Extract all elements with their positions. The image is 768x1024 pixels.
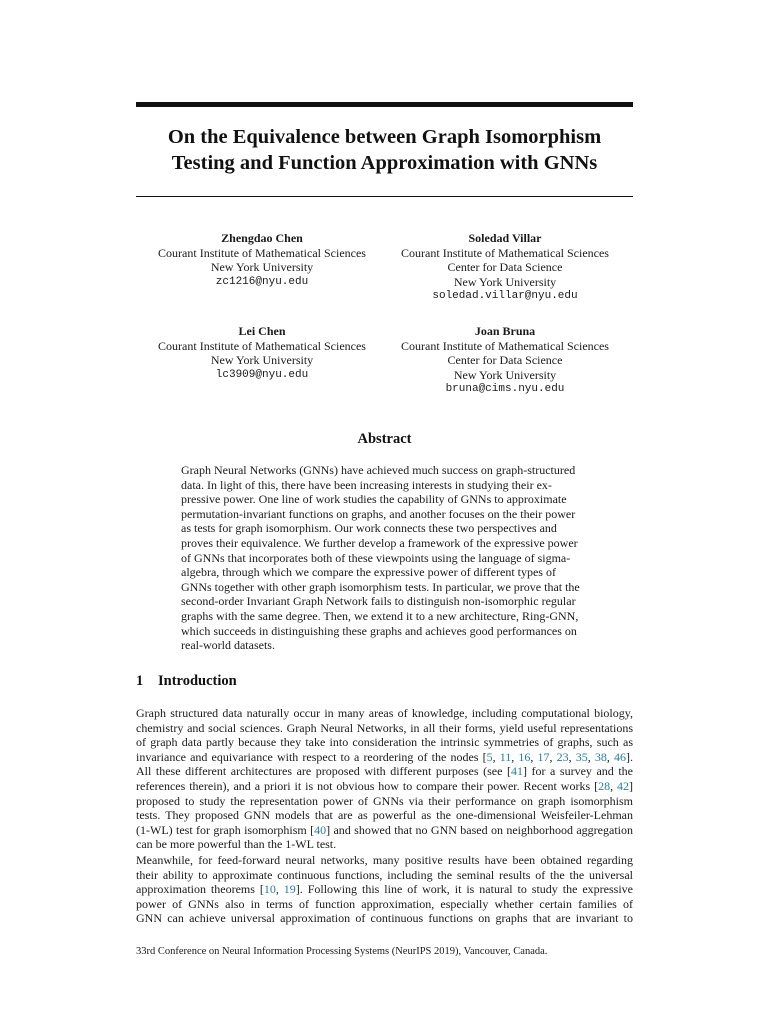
line-text: ]. Following this line of work, it is natural to study the expressive	[295, 882, 633, 897]
author-name: Joan Bruna	[474, 324, 536, 338]
citation-link[interactable]: 10	[263, 882, 276, 897]
author-affiliation: Courant Institute of Mathematical Sciences	[401, 245, 609, 260]
paragraph-line	[136, 779, 633, 794]
author-affiliation: Center for Data Science	[447, 260, 563, 275]
abstract-line: as tests for graph isomorphism. Our work connects these two perspectives and	[181, 521, 557, 536]
paragraph-line: Graph structured data naturally occur in many areas of knowledge, including computational biology,	[136, 706, 633, 720]
section-heading	[136, 673, 237, 690]
intro-paragraph-1	[136, 706, 633, 852]
paragraph-line: proposed to study the representation power of GNNs via their performance on graph isomorphism	[136, 793, 633, 808]
line-text: ]	[629, 778, 633, 793]
separator: ,	[275, 882, 284, 897]
line-text: ] for a survey and the	[522, 764, 634, 779]
section-number: 1	[136, 673, 144, 689]
author-block	[380, 324, 630, 397]
title-line: Testing and Function Approximation with GNNs	[171, 152, 598, 174]
paragraph-line: tests. They proposed GNN models that are as powerful as the one-dimensional Weisfeiler-Lehman	[136, 808, 633, 823]
abstract-line: pressive power. One line of work studies the capability of GNNs to approximate	[181, 492, 567, 507]
abstract-line: graphs with the same degree. Then, we extend it to a new architecture, Ring-GNN,	[181, 608, 579, 623]
line-text: ] and showed that no GNN based on neighborhood aggregation	[326, 822, 633, 837]
separator: ,	[511, 749, 519, 764]
paragraph-line: power of GNNs also in terms of function approximation, especially whether certain families of	[136, 896, 633, 911]
line-text: (1-WL) test for graph isomorphism [	[136, 822, 315, 837]
author-affiliation: New York University	[210, 353, 314, 368]
author-email[interactable]: bruna@cims.nyu.edu	[445, 383, 565, 396]
abstract-line: permutation-invariant functions on graphs, and another focuses on the their power	[181, 506, 576, 521]
section-title: Introduction	[158, 673, 237, 689]
title-line: On the Equivalence between Graph Isomorphism	[167, 126, 602, 148]
abstract-heading: Abstract	[357, 431, 412, 447]
abstract-line: of GNNs that incorporates both of these viewpoints using the language of sigma-	[181, 550, 571, 565]
author-affiliation: New York University	[210, 260, 314, 275]
citation-link[interactable]: 11	[499, 749, 512, 764]
title-top-rule	[136, 102, 633, 107]
author-block	[137, 324, 387, 382]
line-text: approximation theorems [	[136, 882, 264, 897]
citation-link[interactable]: 41	[510, 764, 523, 779]
citation-link[interactable]: 16	[518, 749, 531, 764]
conference-footnote: 33rd Conference on Neural Information Processing Systems (NeurIPS 2019), Vancouver, Canada.	[136, 946, 548, 957]
citation-link[interactable]: 40	[314, 822, 327, 837]
abstract-line: second-order Invariant Graph Network fails to distinguish non-isomorphic regular	[181, 594, 576, 609]
citation-link[interactable]: 17	[537, 749, 550, 764]
author-name: Zhengdao Chen	[221, 231, 303, 245]
abstract-line: data. In light of this, there have been increasing interests in studying their ex-	[181, 477, 552, 492]
author-email[interactable]: lc3909@nyu.edu	[215, 368, 309, 381]
paragraph-line: chemistry and social sciences. Graph Neural Networks, in all their forms, yield useful representations	[136, 720, 633, 735]
citation-link[interactable]: 42	[617, 778, 629, 793]
abstract-line: GNNs together with other graph isomorphism tests. In particular, we prove that the	[181, 579, 580, 594]
abstract-body	[181, 463, 588, 653]
citation-link[interactable]: 38	[594, 749, 607, 764]
author-affiliation: Courant Institute of Mathematical Sciences	[158, 245, 366, 260]
title-bottom-rule	[136, 196, 633, 197]
paragraph-line: of graph data partly because they take into consideration the intrinsic symmetries of graphs, such as	[136, 735, 633, 750]
paragraph-line: GNN can achieve universal approximation of continuous functions on graphs that are invariant to	[136, 911, 633, 926]
paragraph-line	[136, 882, 633, 897]
separator: ,	[568, 749, 576, 764]
abstract-line: Graph Neural Networks (GNNs) have achieved much success on graph-structured	[181, 463, 576, 477]
paragraph-line: their ability to approximate continuous functions, including the seminal results of the the universal	[136, 867, 633, 882]
separator: ,	[530, 749, 538, 764]
paragraph-line	[136, 823, 633, 838]
line-text: references therein), and a priori it is not obvious how to compare their power. Recent works [	[136, 778, 599, 793]
line-text: ].	[626, 749, 633, 764]
author-affiliation: Center for Data Science	[447, 353, 563, 368]
author-affiliation: Courant Institute of Mathematical Sciences	[158, 338, 366, 353]
separator: ,	[606, 749, 614, 764]
separator: ,	[492, 749, 500, 764]
cite-list	[487, 750, 626, 764]
citation-link[interactable]: 19	[283, 882, 296, 897]
abstract-line: real-world datasets.	[181, 638, 275, 653]
separator: ,	[587, 749, 595, 764]
separator: ,	[610, 778, 617, 793]
paragraph-line	[136, 764, 633, 779]
author-name: Lei Chen	[238, 324, 286, 338]
author-affiliation: New York University	[453, 367, 557, 382]
citation-link[interactable]: 46	[614, 749, 626, 764]
abstract-line: proves their equivalence. We further develop a framework of the expressive power	[181, 535, 578, 550]
author-block	[380, 231, 630, 304]
citation-link[interactable]: 28	[598, 778, 611, 793]
citation-link[interactable]: 35	[575, 749, 588, 764]
line-text: invariance and equivariance with respect to a reordering of the nodes [	[136, 749, 487, 764]
line-text: All these different architectures are proposed with different purposes (see [	[136, 764, 511, 779]
author-affiliation: New York University	[453, 274, 557, 289]
abstract-line: algebra, through which we compare the expressive power of different types of	[181, 565, 556, 580]
paragraph-line: Meanwhile, for feed-forward neural networks, many positive results have been obtained regarding	[136, 853, 633, 867]
author-email[interactable]: zc1216@nyu.edu	[215, 275, 309, 288]
author-affiliation: Courant Institute of Mathematical Sciences	[401, 338, 609, 353]
paper-title	[136, 124, 633, 176]
author-email[interactable]: soledad.villar@nyu.edu	[432, 290, 578, 303]
paragraph-line: can be more powerful than the 1-WL test.	[136, 837, 337, 852]
citation-link[interactable]: 23	[556, 749, 569, 764]
citation-link[interactable]: 5	[486, 749, 493, 764]
paragraph-line	[136, 750, 633, 765]
author-name: Soledad Villar	[468, 231, 542, 245]
separator: ,	[549, 749, 557, 764]
author-block	[137, 231, 387, 289]
intro-paragraph-2	[136, 853, 633, 926]
abstract-line: which succeeds in distinguishing these graphs and achieves good performances on	[181, 623, 577, 638]
